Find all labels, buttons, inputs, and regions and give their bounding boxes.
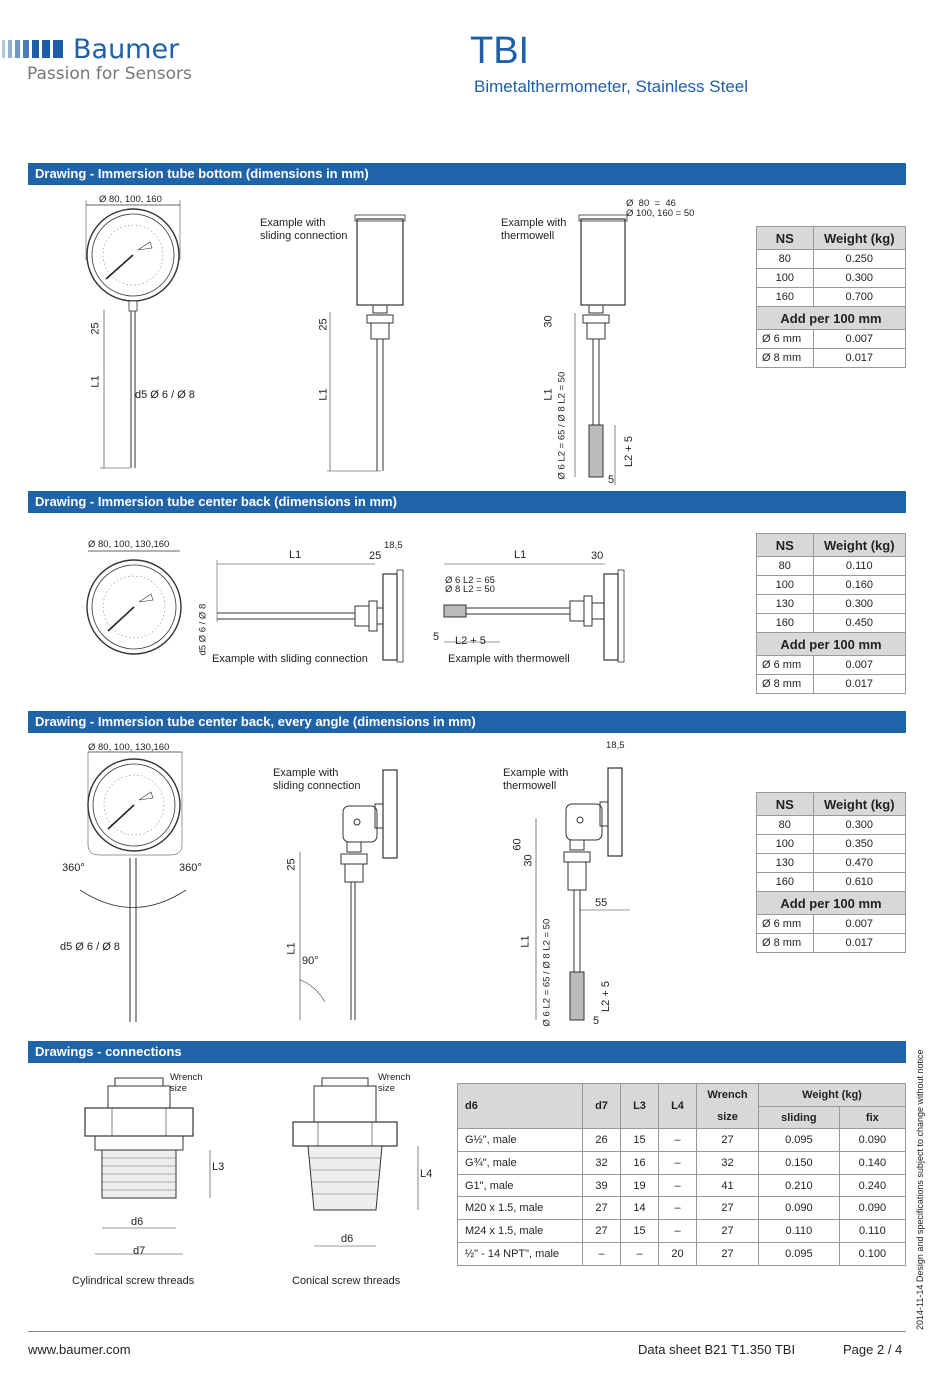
drawing-centerback-sliding: [205, 552, 405, 662]
dim-dial-diameter-3: Ø 80, 100, 130,160: [88, 742, 170, 753]
label-sliding-connection-3: Example with sliding connection: [273, 767, 361, 792]
table-row: 100 0.160: [757, 576, 906, 595]
table-row: ½" - 14 NPT", male – – 20 27 0.095 0.100: [458, 1242, 906, 1265]
table-row: 130 0.470: [757, 854, 906, 873]
dim-L1: L1: [89, 375, 102, 388]
label-thermowell-2: Example with thermowell: [448, 653, 570, 665]
table-row: M24 x 1.5, male 27 15 – 27 0.110 0.110: [458, 1220, 906, 1243]
dim-L1-b: L1: [317, 388, 330, 401]
dim-L1-c: L1: [542, 388, 555, 401]
page-subtitle: Bimetalthermometer, Stainless Steel: [474, 77, 749, 96]
table-row: Ø 6 mm 0.007: [757, 915, 906, 934]
dim-d6-2: d6: [341, 1233, 354, 1245]
table-row: Ø 8 mm 0.017: [757, 349, 906, 368]
table-row: 100 0.350: [757, 835, 906, 854]
table-row: Ø 8 mm 0.017: [757, 675, 906, 694]
drawing-every-angle-front: [60, 750, 210, 1025]
drawing-bottom-front: [80, 190, 190, 480]
th-wrench: Wrench: [697, 1084, 759, 1107]
weight-table-center-back: NS Weight (kg) 80 0.110 100 0.160 130 0.300 160 0.450 Add per 100 mm Ø 6 mm 0.007 Ø 8 mm 0.017: [756, 533, 906, 694]
table-row: 100 0.300: [757, 269, 906, 288]
drawing-bottom-sliding: [325, 215, 415, 475]
dim-L1-2: L1: [289, 549, 302, 561]
weight-table-bottom: [756, 226, 906, 368]
table-row: Ø 8 mm 0.017: [757, 934, 906, 953]
th-size: size: [697, 1106, 759, 1129]
label-sliding-connection-2: Example with sliding connection: [212, 653, 368, 665]
dim-L1-4: L1: [285, 942, 298, 955]
dim-dial-diameter: Ø 80, 100, 160: [99, 194, 162, 205]
dim-rotation-right: 360°: [179, 862, 202, 874]
dim-L2-plus-5-2: L2 + 5: [455, 635, 486, 647]
dim-d5-2: d5 Ø 6 / Ø 8: [197, 603, 209, 656]
side-note: 2014-11-14 Design and specifications subject to change without notice: [915, 1049, 925, 1330]
dim-90-deg: 90°: [302, 955, 319, 967]
dim-L2: Ø 6 L2 = 65 / Ø 8 L2 = 50: [556, 371, 568, 480]
dim-25: 25: [89, 322, 102, 335]
label-thermowell: Example with thermowell: [501, 217, 567, 242]
dim-30-3: 30: [522, 854, 535, 867]
th-add-per-100: Add per 100 mm: [757, 307, 906, 330]
table-row: 160 0.700: [757, 288, 906, 307]
th-weight: Weight (kg): [813, 227, 905, 250]
dim-rotation-left: 360°: [62, 862, 85, 874]
dim-18-5: 18,5: [384, 540, 403, 551]
section-bar-center-back: Drawing - Immersion tube center back (dimensions in mm): [28, 491, 906, 513]
table-row: 80 0.110: [757, 557, 906, 576]
dim-dial-diameter-2: Ø 80, 100, 130,160: [88, 539, 170, 550]
dim-30: 30: [542, 315, 555, 328]
caption-conical: Conical screw threads: [292, 1275, 401, 1287]
section-bar-immersion-bottom: Drawing - Immersion tube bottom (dimensions in mm): [28, 163, 906, 185]
dim-L3: L3: [212, 1161, 225, 1173]
drawing-cylindrical-thread: [80, 1078, 220, 1263]
table-row: G1", male 39 19 – 41 0.210 0.240: [458, 1174, 906, 1197]
dim-5-3: 5: [593, 1015, 600, 1027]
th-L4: L4: [659, 1084, 697, 1129]
th-fix: fix: [839, 1106, 905, 1129]
page-title: TBI: [470, 30, 530, 72]
drawing-conical-thread: [290, 1078, 440, 1263]
th-d7: d7: [583, 1084, 621, 1129]
label-thermowell-3: Example with thermowell: [503, 767, 569, 792]
dim-L2-plus-5: L2 + 5: [622, 436, 635, 467]
connections-table: [457, 1083, 906, 1266]
caption-cylindrical: Cylindrical screw threads: [72, 1275, 195, 1287]
footer-divider: [28, 1331, 906, 1332]
dim-L4: L4: [420, 1168, 433, 1180]
dim-d6: d6: [131, 1216, 144, 1228]
table-row: M20 x 1.5, male 27 14 – 27 0.090 0.090: [458, 1197, 906, 1220]
label-wrench-size-2: Wrench size: [378, 1072, 411, 1094]
baumer-logo-mark: [2, 38, 68, 60]
dim-5: 5: [608, 474, 615, 486]
th-sliding: sliding: [759, 1106, 840, 1129]
dim-18-5-3: 18,5: [606, 740, 625, 751]
dim-L1-5: L1: [519, 935, 532, 948]
dim-L2-plus-5-3: L2 + 5: [599, 981, 612, 1012]
table-row: 80 0.250: [757, 250, 906, 269]
section-bar-every-angle: Drawing - Immersion tube center back, every angle (dimensions in mm): [28, 711, 906, 733]
th-weight-kg: Weight (kg): [759, 1084, 906, 1107]
dim-25-2: 25: [369, 550, 382, 562]
table-row: Ø 6 mm 0.007: [757, 330, 906, 349]
dim-L2a: Ø 6 L2 = 65: [445, 575, 495, 586]
dim-55: 55: [595, 897, 608, 909]
drawing-every-angle-sliding: [295, 770, 415, 1022]
dim-d7: d7: [133, 1245, 146, 1257]
section-bar-connections: Drawings - connections: [28, 1041, 906, 1063]
th-L3: L3: [621, 1084, 659, 1129]
th-ns: NS: [757, 227, 814, 250]
th-d6: d6: [458, 1084, 583, 1129]
label-sliding-connection: Example with sliding connection: [260, 217, 348, 242]
table-row: Ø 6 mm 0.007: [757, 656, 906, 675]
table-row: 160 0.610: [757, 873, 906, 892]
footer-datasheet: Data sheet B21 T1.350 TBI: [638, 1342, 796, 1357]
table-row: 80 0.300: [757, 816, 906, 835]
dim-25-3: 25: [285, 858, 298, 871]
table-row: 160 0.450: [757, 614, 906, 633]
dim-L2b: Ø 8 L2 = 50: [445, 584, 495, 595]
dim-d5: d5 Ø 6 / Ø 8: [135, 389, 195, 401]
dim-case-depth: Ø 80 = 46 Ø 100, 160 = 50: [626, 198, 695, 219]
dim-L2-3: Ø 6 L2 = 65 / Ø 8 L2 = 50: [541, 918, 553, 1027]
dim-60: 60: [511, 838, 524, 851]
dim-d5-3: d5 Ø 6 / Ø 8: [60, 941, 120, 953]
dim-25-b: 25: [317, 318, 330, 331]
footer-url[interactable]: www.baumer.com: [28, 1342, 131, 1357]
dim-L1-3: L1: [514, 549, 527, 561]
dim-30-2: 30: [591, 550, 604, 562]
drawing-centerback-front: [80, 545, 190, 670]
dim-5-2: 5: [433, 631, 440, 643]
table-row: G¾", male 32 16 – 32 0.150 0.140: [458, 1152, 906, 1175]
footer-page: Page 2 / 4: [843, 1342, 903, 1357]
label-wrench-size: Wrench size: [170, 1072, 203, 1094]
brand-name: Baumer: [73, 34, 180, 65]
table-row: 130 0.300: [757, 595, 906, 614]
table-row: G½", male 26 15 – 27 0.095 0.090: [458, 1129, 906, 1152]
brand-tagline: Passion for Sensors: [27, 64, 192, 84]
weight-table-every-angle: NS Weight (kg) 80 0.300 100 0.350 130 0.470 160 0.610 Add per 100 mm Ø 6 mm 0.007 Ø 8 mm 0.017: [756, 792, 906, 953]
